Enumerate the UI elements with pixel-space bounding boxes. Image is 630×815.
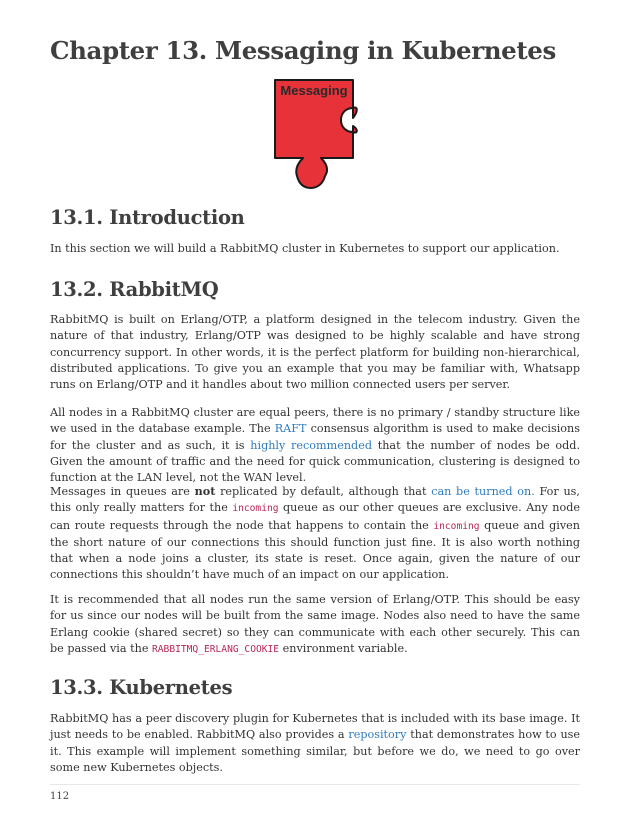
footer-divider <box>50 784 580 785</box>
text-segment: For us, this only really matters for the <box>50 485 580 515</box>
inline-code-erlang-cookie: RABBITMQ_ERLANG_COOKIE <box>152 643 280 655</box>
rabbitmq-paragraph-3 <box>50 483 580 584</box>
inline-code-incoming: incoming <box>433 520 480 532</box>
section-heading-introduction: 13.1. Introduction <box>50 206 245 229</box>
inline-code-incoming: incoming <box>232 503 279 515</box>
text-segment: All nodes in a RabbitMQ cluster are equal peers, there is no primary / standby structure like we used in the database example. The <box>50 406 580 436</box>
bold-emphasis: not <box>194 484 216 498</box>
raft-link[interactable]: RAFT <box>274 422 307 436</box>
text-segment: It is recommended that all nodes run the same version of Erlang/OTP. This should be easy for us since our nodes will be built from the same image. Nodes also need to have the same Erlang cookie (shared secret) so they can communicate with each other securely. This can be passed via the <box>50 593 580 655</box>
chapter-title: Chapter 13. Messaging in Kubernetes <box>50 36 556 65</box>
rabbitmq-paragraph-4 <box>50 592 580 658</box>
messaging-puzzle-icon <box>271 78 359 190</box>
text-segment: RabbitMQ has a peer discovery plugin for Kubernetes that is included with its base image. It just needs to be enabled. RabbitMQ also provides a <box>50 712 580 742</box>
text-segment: Messages in queues are <box>50 485 190 498</box>
highly-recommended-link[interactable]: highly recommended <box>250 438 372 452</box>
text-segment: that demonstrates how to use it. This example will implement something similar, but before we do, we need to go over some new Kubernetes objects. <box>50 728 581 774</box>
text-segment: queue and given the short nature of our connections this should function just fine. It is also worth nothing that when a node joins a cluster, its state is reset. Once again, given the nature of our connections this shouldn’t have much of an impact on our application. <box>50 518 580 582</box>
text-segment: consensus algorithm is used to make decisions for the cluster and as such, it is <box>50 422 580 452</box>
text-segment: that the number of nodes be odd. Given the amount of traffic and the need for quick communication, clustering is designed to function at the LAN level, not the WAN level. <box>50 438 581 485</box>
text-segment: queue as our other queues are exclusive. Any node can route requests through the node that happens to contain the <box>50 501 580 532</box>
section-heading-kubernetes: 13.3. Kubernetes <box>50 676 233 699</box>
page-number: 112 <box>50 791 70 802</box>
rabbitmq-paragraph-2 <box>50 405 580 486</box>
rabbitmq-paragraph-1: RabbitMQ is built on Erlang/OTP, a platform designed in the telecom industry. Given the nature of that industry, Erlang/OTP was designed to be highly scalable and have strong concurrency support. In other words, it is the perfect platform for building non-hierarchical, distributed applications. To give you an example that you may be familiar with, Whatsapp runs on Erlang/OTP and it handles about two million connected users per server. <box>50 313 580 392</box>
kubernetes-paragraph-1 <box>50 711 580 776</box>
puzzle-label: Messaging <box>280 83 348 98</box>
section-heading-rabbitmq: 13.2. RabbitMQ <box>50 278 219 301</box>
intro-paragraph: In this section we will build a RabbitMQ cluster in Kubernetes to support our application. <box>50 242 560 255</box>
can-be-turned-on-link[interactable]: can be turned on. <box>431 485 535 498</box>
text-segment: environment variable. <box>282 641 408 655</box>
text-segment: replicated by default, although that <box>220 485 427 498</box>
repository-link[interactable]: repository <box>348 728 407 742</box>
